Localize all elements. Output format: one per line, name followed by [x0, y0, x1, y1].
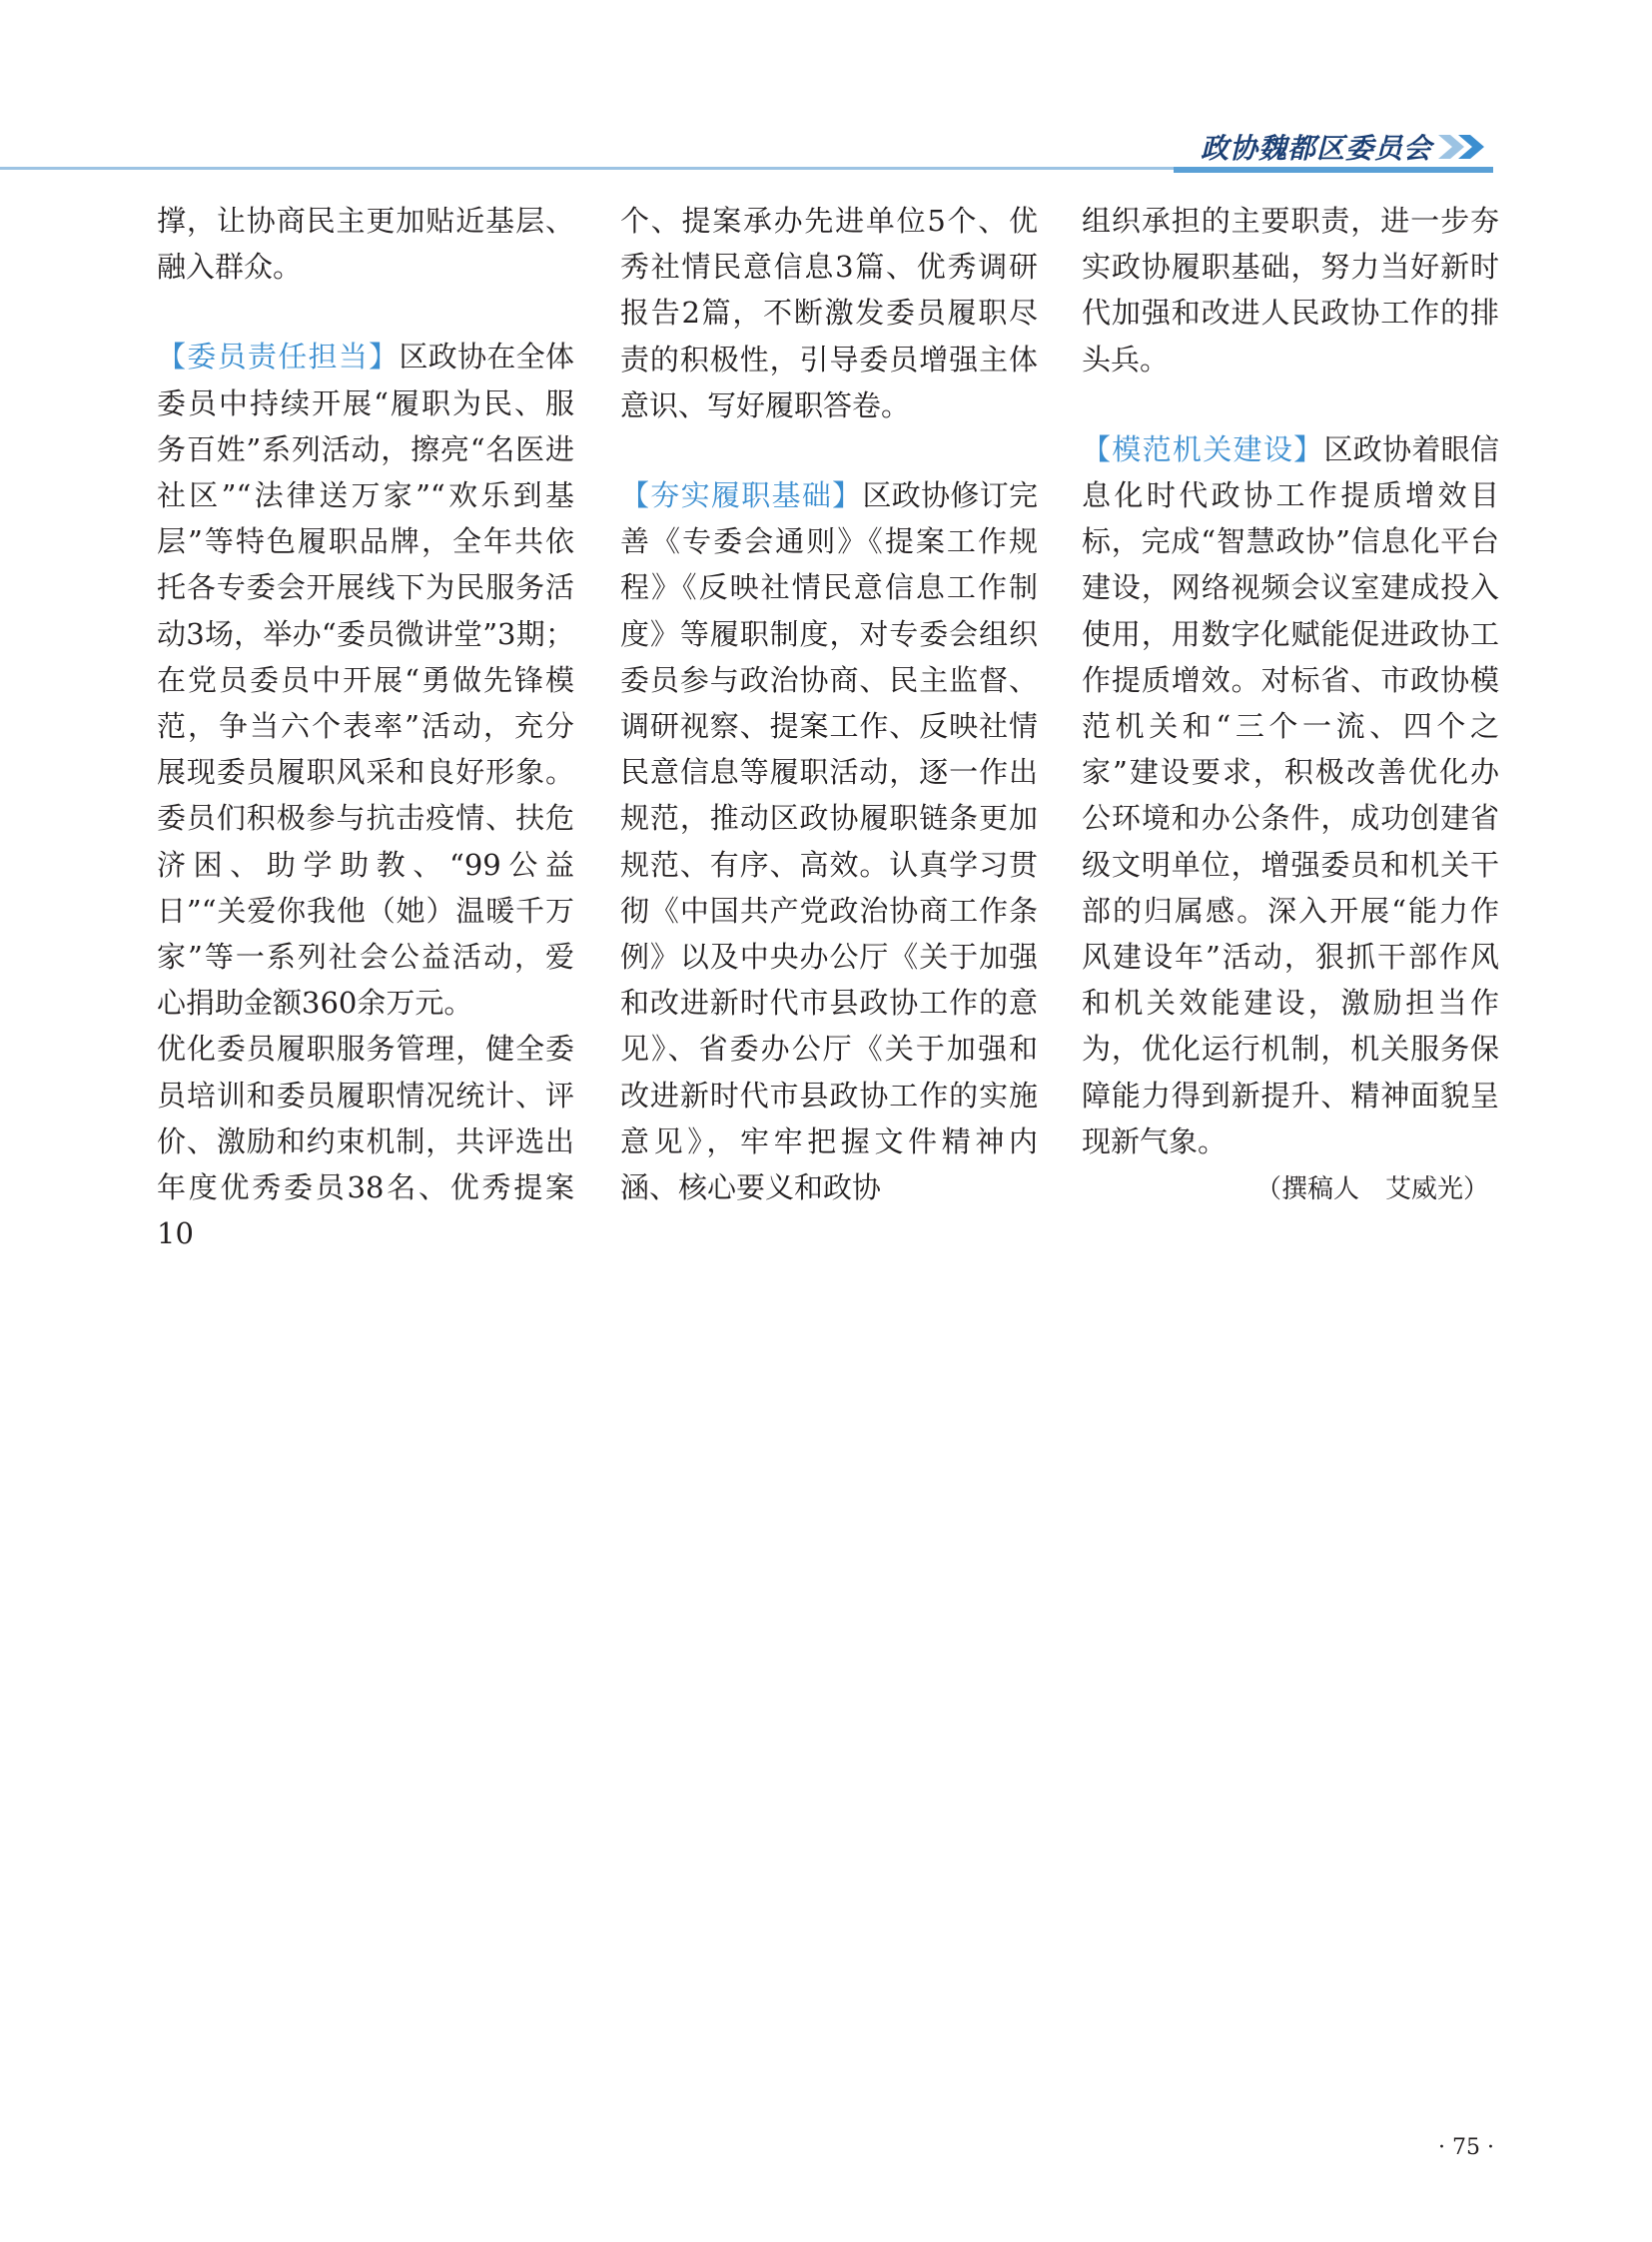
paragraph: 组织承担的主要职责，进一步夯实政协履职基础，努力当好新时代加强和改进人民政协工作的排头兵。 — [1082, 204, 1499, 376]
page-number: · 75 · — [1438, 2135, 1494, 2160]
paragraph: 个、提案承办先进单位5个、优秀社情民意信息3篇、优秀调研报告2篇，不断激发委员履职尽责的积极性，引导委员增强主体意识、写好履职答卷。 — [620, 204, 1038, 422]
section-heading: 【模范机关建设】 — [1082, 431, 1324, 466]
header-rule — [0, 167, 1174, 170]
paragraph: 撑，让协商民主更加贴近基层、融入群众。 — [157, 204, 574, 285]
author-signature: （撰稿人 艾威光） — [1254, 1174, 1489, 1205]
section-heading: 【委员责任担当】 — [157, 340, 400, 374]
paragraph-performance-foundation — [620, 472, 1038, 1210]
article-column-2 — [620, 198, 1038, 1210]
double-chevron-right-icon — [1434, 131, 1492, 163]
paragraph-committee-responsibility — [157, 334, 574, 1026]
paragraph-body: 区政协修订完善《专委会通则》《提案工作规程》《反映社情民意信息工作制度》等履职制度，对专委会组织委员参与政治协商、民主监督、调研视察、提案工作、反映社情民意信息等履职活动，逐一作出规范，推动区政协履职链条更加规范、有序、高效。认真学习贯彻《中国共产党政治协商工作条例》以及中央办公厅《关于加强和改进新时代市县政协工作的意见》、省委办公厅《关于加强和改进新时代市县政协工作的实施意见》，牢牢把握文件精神内涵、核心要义和政协 — [620, 478, 1038, 1205]
paragraph: 优化委员履职服务管理，健全委员培训和委员履职情况统计、评价、激励和约束机制，共评选出年度优秀委员38名、优秀提案10 — [157, 1032, 574, 1251]
header-accent-bar — [1174, 167, 1493, 173]
paragraph-body: 区政协着眼信息化时代政协工作提质增效目标，完成“智慧政协”信息化平台建设，网络视频会议室建成投入使用，用数字化赋能促进政协工作提质增效。对标省、市政协模范机关和“三个一流、四个之家”建设要求，积极改善优化办公环境和办公条件，成功创建省级文明单位，增强委员和机关干部的归属感。深入开展“能力作风建设年”活动，狠抓干部作风和机关效能建设，激励担当作为，优化运行机制，机关服务保障能力得到新提升、精神面貌呈现新气象。 — [1082, 431, 1499, 1158]
section-heading: 【夯实履职基础】 — [620, 478, 863, 513]
article-column-3 — [1082, 198, 1499, 1212]
paragraph-body: 区政协在全体委员中持续开展“履职为民、服务百姓”系列活动，擦亮“名医进社区”“法律送万家”“欢乐到基层”等特色履职品牌，全年共依托各专委会开展线下为民服务活动3场，举办“委员微讲堂”3期；在党员委员中开展“勇做先锋模范，争当六个表率”活动，充分展现委员履职风采和良好形象。委员们积极参与抗击疫情、扶危济困、助学助教、“99公益日”“关爱你我他（她）温暖千万家”等一系列社会公益活动，爱心捐助金额360余万元。 — [157, 340, 574, 1021]
paragraph-model-organ — [1082, 426, 1499, 1164]
article-column-1 — [157, 198, 574, 1256]
page-header-title: 政协魏都区委员会 — [1200, 132, 1432, 165]
